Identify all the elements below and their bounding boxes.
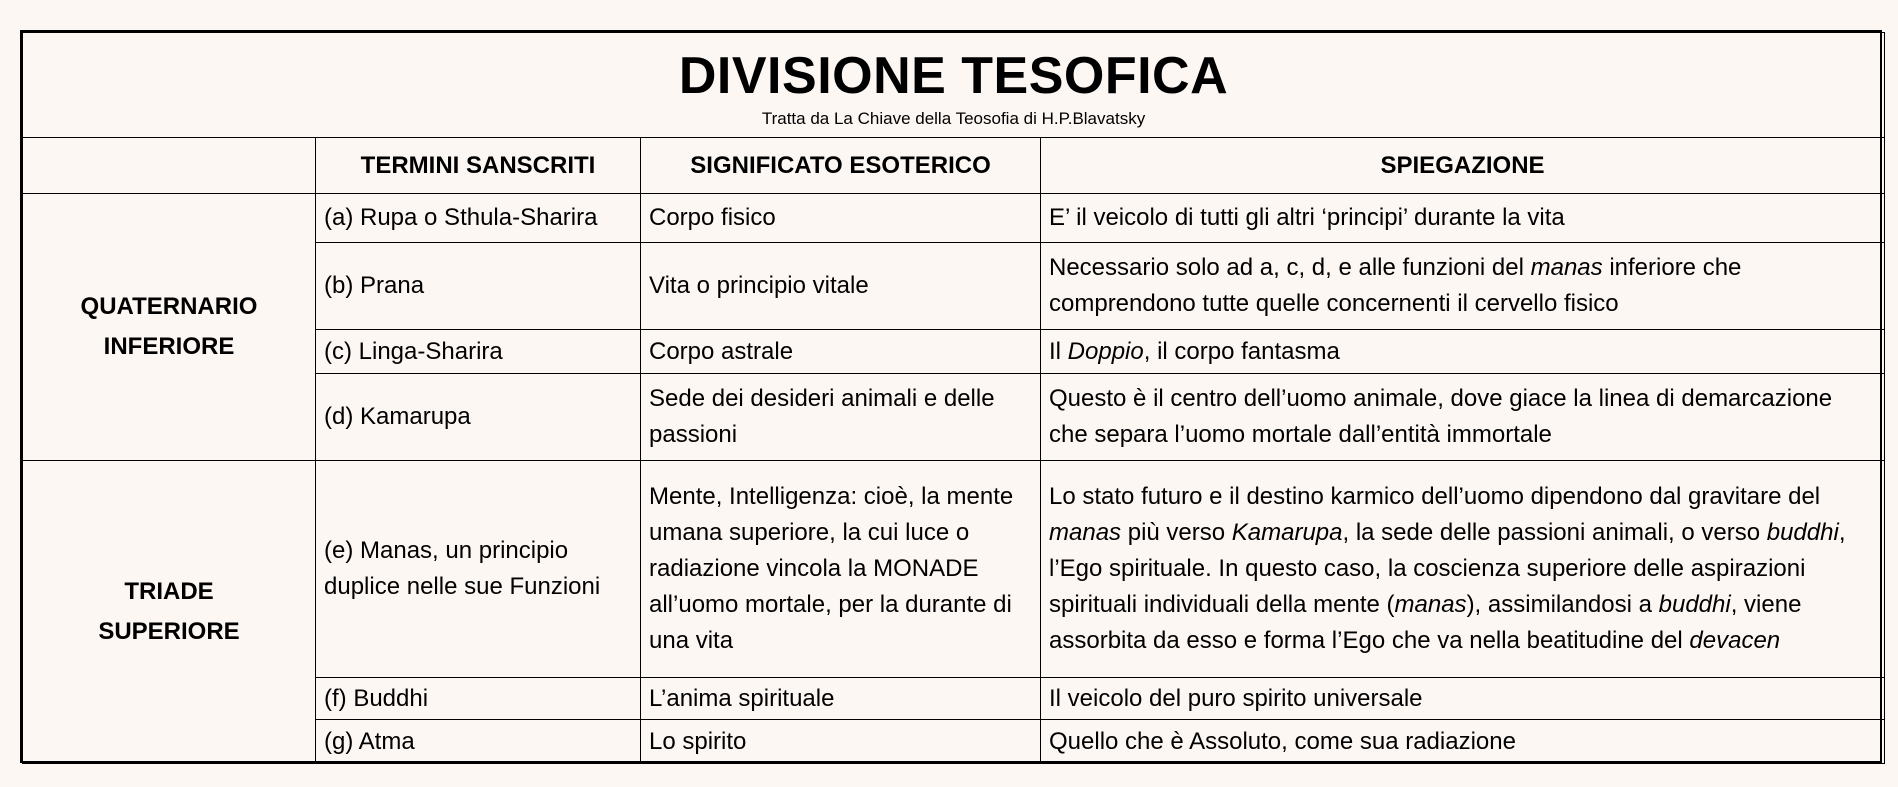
- explanation-italic-term: Kamarupa: [1231, 519, 1343, 546]
- explanation-text: ), assimilandosi a: [1466, 591, 1659, 618]
- header-significato-esoterico: SIGNIFICATO ESOTERICO: [641, 138, 1041, 194]
- term-cell: (b) Prana: [316, 243, 641, 330]
- explanation-text: più verso: [1121, 519, 1232, 546]
- header-row: [23, 138, 1885, 194]
- title-row: [23, 33, 1885, 138]
- explanation-italic-term: manas: [1049, 519, 1122, 546]
- explanation-cell: [1041, 720, 1885, 764]
- explanation-cell: [1041, 330, 1885, 374]
- term-cell: (g) Atma: [316, 720, 641, 764]
- document-table-frame: [20, 30, 1882, 763]
- explanation-italic-term: Doppio: [1067, 337, 1144, 365]
- explanation-text: , l’Ego spirituale. In questo caso, la coscienza superiore delle aspirazioni spirituali individuali della mente (: [1049, 519, 1846, 618]
- meaning-cell: L’anima spirituale: [641, 678, 1041, 720]
- explanation-text: inferiore che comprendono tutte quelle concernenti il cervello fisico: [1049, 254, 1742, 317]
- title-cell: [23, 33, 1885, 138]
- explanation-italic-term: buddhi: [1766, 519, 1839, 546]
- term-cell: (d) Kamarupa: [316, 374, 641, 461]
- explanation-italic-term: buddhi: [1658, 591, 1731, 618]
- explanation-italic-term: manas: [1394, 591, 1467, 618]
- meaning-cell: Mente, Intelligenza: cioè, la mente umana superiore, la cui luce o radiazione vincola la MONADE all’uomo mortale, per la durante di una vita: [641, 461, 1041, 678]
- group-label-line1: QUATERNARIO: [80, 293, 258, 320]
- group-label-line2: INFERIORE: [103, 333, 235, 360]
- explanation-text: Necessario solo ad a, c, d, e alle funzioni del: [1049, 254, 1531, 281]
- meaning-cell: Vita o principio vitale: [641, 243, 1041, 330]
- explanation-cell: [1041, 243, 1885, 330]
- page-subtitle: Tratta da La Chiave della Teosofia di H.P.Blavatsky: [761, 109, 1146, 128]
- table-row: [23, 461, 1885, 678]
- header-spiegazione: SPIEGAZIONE: [1041, 138, 1885, 194]
- explanation-cell: [1041, 678, 1885, 720]
- term-cell: (f) Buddhi: [316, 678, 641, 720]
- explanation-cell: [1041, 374, 1885, 461]
- group-label-line2: SUPERIORE: [98, 618, 240, 645]
- explanation-text: , il corpo fantasma: [1143, 337, 1340, 365]
- header-termini-sanscriti: TERMINI SANSCRITI: [316, 138, 641, 194]
- explanation-italic-term: devacen: [1689, 627, 1781, 654]
- explanation-cell: [1041, 194, 1885, 243]
- header-empty: [23, 138, 316, 194]
- group-label-line1: TRIADE: [124, 578, 214, 605]
- explanation-cell: [1041, 461, 1885, 678]
- explanation-italic-term: manas: [1530, 254, 1603, 281]
- meaning-cell: Corpo astrale: [641, 330, 1041, 374]
- explanation-text: Quello che è Assoluto, come sua radiazione: [1049, 727, 1516, 755]
- explanation-text: Il veicolo del puro spirito universale: [1049, 684, 1423, 712]
- meaning-cell: Sede dei desideri animali e delle passioni: [641, 374, 1041, 461]
- group-triade-superiore: [23, 461, 316, 764]
- group-quaternario-inferiore: [23, 194, 316, 461]
- explanation-text: Il: [1049, 337, 1068, 365]
- explanation-text: Lo stato futuro e il destino karmico dell’uomo dipendono dal gravitare del: [1049, 483, 1821, 510]
- page-title: DIVISIONE TESOFICA: [678, 47, 1229, 105]
- term-cell: (a) Rupa o Sthula-Sharira: [316, 194, 641, 243]
- term-cell: (e) Manas, un principio duplice nelle sue Funzioni: [316, 461, 641, 678]
- explanation-text: Questo è il centro dell’uomo animale, dove giace la linea di demarcazione che separa l’uomo mortale dall’entità immortale: [1049, 385, 1833, 448]
- meaning-cell: Corpo fisico: [641, 194, 1041, 243]
- meaning-cell: Lo spirito: [641, 720, 1041, 764]
- table-row: [23, 194, 1885, 243]
- term-cell: (c) Linga-Sharira: [316, 330, 641, 374]
- theosophy-table: [22, 32, 1885, 764]
- explanation-text: E’ il veicolo di tutti gli altri ‘principi’ durante la vita: [1049, 204, 1565, 231]
- explanation-text: , la sede delle passioni animali, o verso: [1342, 519, 1767, 546]
- explanation-text: , viene assorbita da esso e forma l’Ego che va nella beatitudine del: [1049, 591, 1802, 654]
